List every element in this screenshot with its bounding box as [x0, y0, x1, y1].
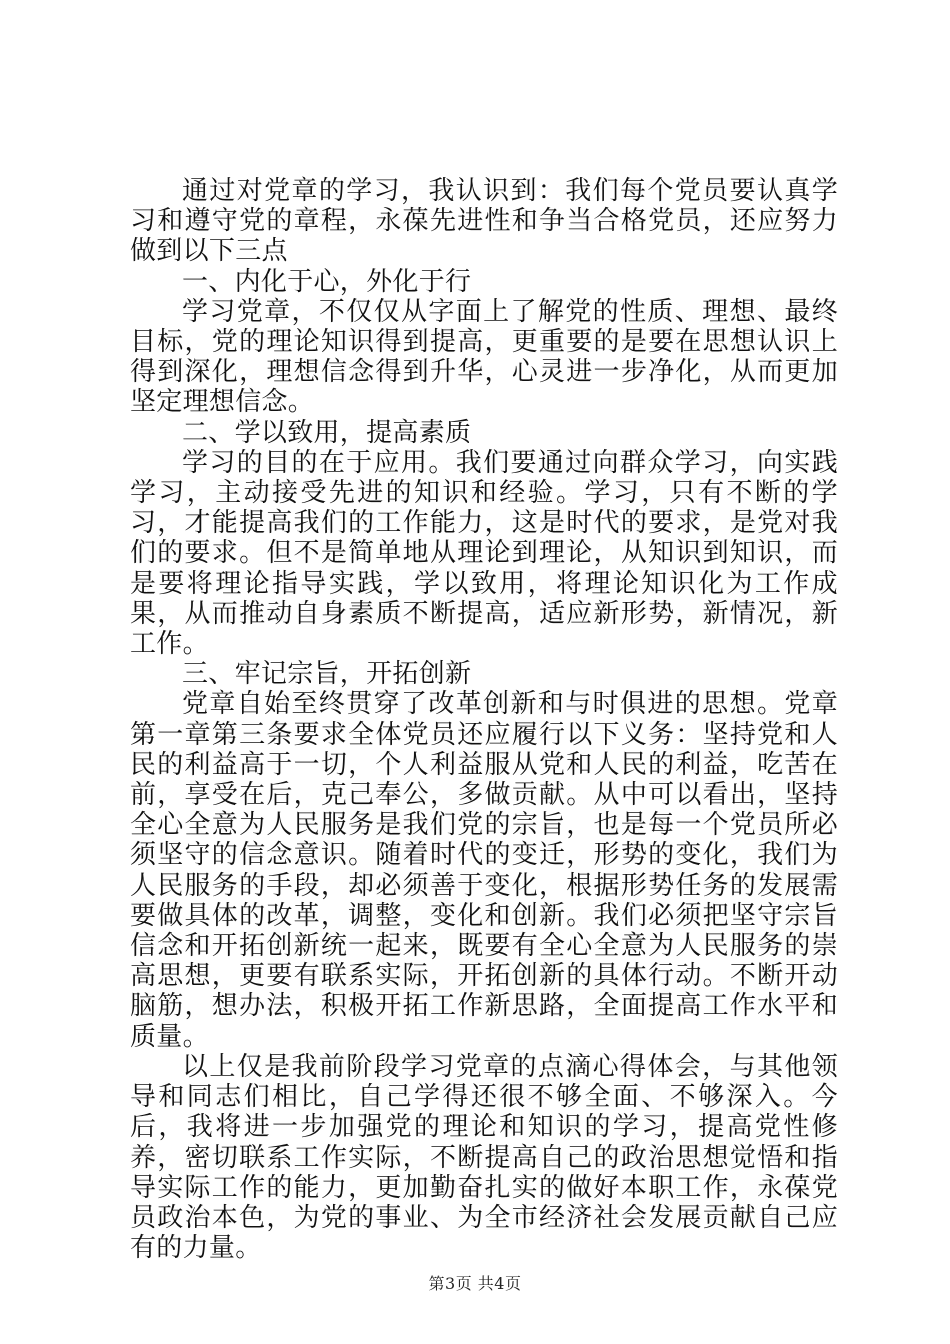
document-body [130, 176, 838, 1263]
closing-paragraph: 以上仅是我前阶段学习党章的点滴心得体会，与其他领导和同志们相比，自己学得还很不够全面、不够深入。今后，我将进一步加强党的理论和知识的学习，提高党性修养，密切联系工作实际，不断提高自己的政治思想觉悟和指导实际工作的能力，更加勤奋扎实的做好本职工作，永葆党员政治本色，为党的事业、为全市经济社会发展贡献自己应有的力量。 [130, 1051, 838, 1264]
page-number-footer: 第3页 共4页 [428, 1274, 522, 1293]
section-heading-3: 三、牢记宗旨，开拓创新 [182, 659, 472, 690]
section-heading-1: 一、内化于心，外化于行 [182, 266, 472, 297]
section-paragraph-1: 学习党章，不仅仅从字面上了解党的性质、理想、最终目标，党的理论知识得到提高，更重要的是要在思想认识上得到深化，理想信念得到升华，心灵进一步净化，从而更加坚定理想信念。 [130, 296, 838, 418]
section-paragraph-2: 学习的目的在于应用。我们要通过向群众学习，向实践学习，主动接受先进的知识和经验。学习，只有不断的学习，才能提高我们的工作能力，这是时代的要求，是党对我们的要求。但不是简单地从理论到理论，从知识到知识，而是要将理论指导实践，学以致用，将理论知识化为工作成果，从而推动自身素质不断提高，适应新形势，新情况，新工作。 [130, 447, 838, 660]
section-heading-2: 二、学以致用，提高素质 [182, 417, 472, 448]
intro-paragraph: 通过对党章的学习，我认识到：我们每个党员要认真学习和遵守党的章程，永葆先进性和争当合格党员，还应努力做到以下三点 [130, 176, 838, 267]
section-paragraph-3: 党章自始至终贯穿了改革创新和与时俱进的思想。党章第一章第三条要求全体党员还应履行以下义务：坚持党和人民的利益高于一切，个人利益服从党和人民的利益，吃苦在前，享受在后，克己奉公，多做贡献。从中可以看出，坚持全心全意为人民服务是我们党的宗旨，也是每一个党员所必须坚守的信念意识。随着时代的变迁，形势的变化，我们为人民服务的手段，却必须善于变化，根据形势任务的发展需要做具体的改革，调整，变化和创新。我们必须把坚守宗旨信念和开拓创新统一起来，既要有全心全意为人民服务的崇高思想，更要有联系实际，开拓创新的具体行动。不断开动脑筋，想办法，积极开拓工作新思路，全面提高工作水平和质量。 [130, 689, 838, 1052]
